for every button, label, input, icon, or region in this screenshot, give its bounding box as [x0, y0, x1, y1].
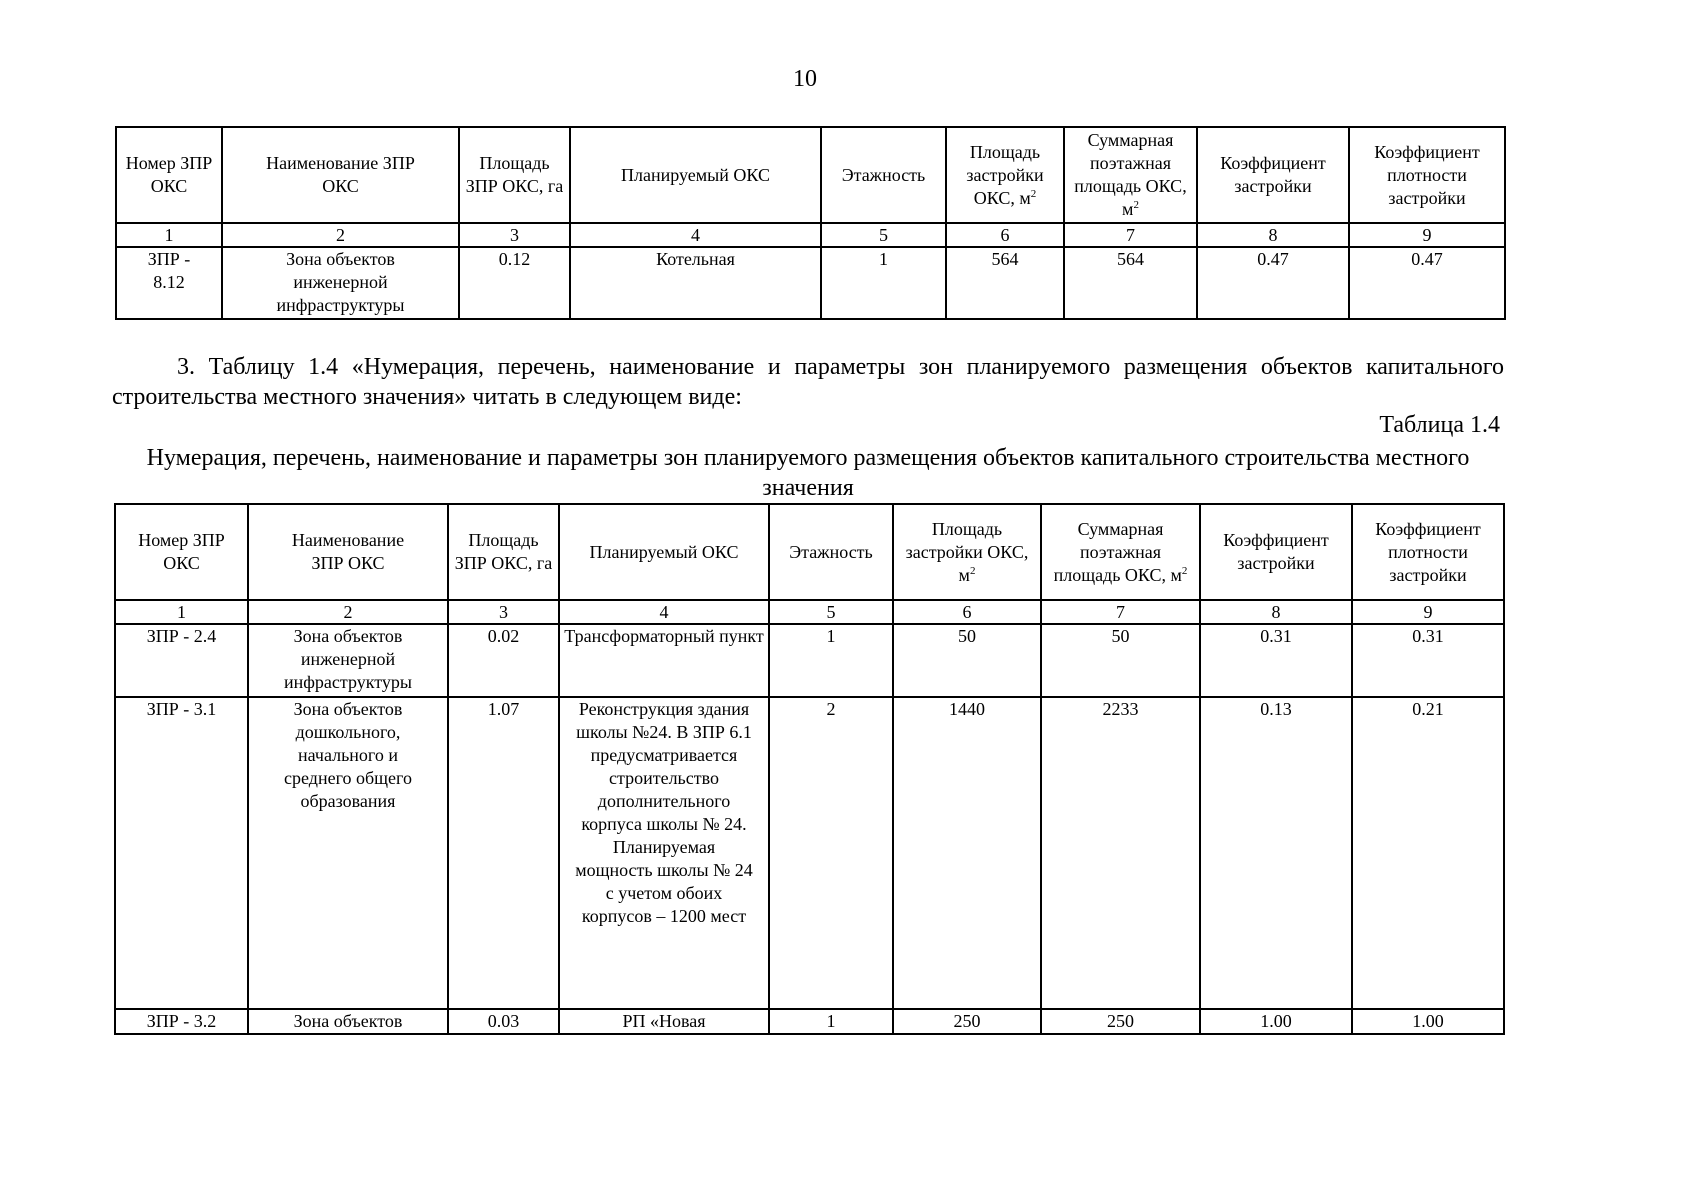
cell-zone-name: Зона объектов инженерной инфраструктуры: [222, 247, 459, 319]
col-header-number: Номер ЗПР ОКС: [116, 127, 222, 223]
cell-floors: 2: [769, 697, 893, 1009]
col-header-area: Площадь ЗПР ОКС, га: [459, 127, 570, 223]
table-title: Нумерация, перечень, наименование и параметры зон планируемого размещения объектов капитального строительства местного значения: [146, 445, 1470, 501]
col-number: 2: [222, 223, 459, 247]
col-header-name: Наименование ЗПР ОКС: [248, 504, 448, 600]
cell-coef-build: 0.13: [1200, 697, 1352, 1009]
col-number: 9: [1352, 600, 1504, 624]
col-number: 1: [115, 600, 248, 624]
cell-area: 1.07: [448, 697, 559, 1009]
col-number: 1: [116, 223, 222, 247]
cell-coef-build: 0.47: [1197, 247, 1349, 319]
cell-zone-name: Зона объектов: [248, 1009, 448, 1034]
cell-coef-density: 0.31: [1352, 624, 1504, 697]
col-header-area: Площадь ЗПР ОКС, га: [448, 504, 559, 600]
col-number: 3: [459, 223, 570, 247]
col-number: 6: [946, 223, 1064, 247]
cell-area: 0.03: [448, 1009, 559, 1034]
col-header-total-area-text: Суммарная поэтажная площадь ОКС, м: [1053, 518, 1182, 585]
cell-area: 0.02: [448, 624, 559, 697]
col-header-coef-build: Коэффициент застройки: [1200, 504, 1352, 600]
col-header-footprint: [946, 127, 1064, 223]
col-header-total-area: [1064, 127, 1197, 223]
superscript: 2: [1133, 199, 1139, 211]
cell-planned-object: Трансформаторный пункт: [559, 624, 769, 697]
column-number-row: [116, 223, 1505, 247]
cell-floors: 1: [769, 624, 893, 697]
cell-total-area: 250: [1041, 1009, 1200, 1034]
col-number: 5: [769, 600, 893, 624]
col-header-name: Наименование ЗПР ОКС: [222, 127, 459, 223]
superscript: 2: [969, 564, 976, 577]
col-header-coef-build: Коэффициент застройки: [1197, 127, 1349, 223]
col-number: 6: [893, 600, 1041, 624]
cell-footprint: 564: [946, 247, 1064, 319]
table-header-row: [115, 504, 1504, 600]
cell-footprint: 250: [893, 1009, 1041, 1034]
superscript: 2: [1181, 564, 1188, 577]
cell-planned-object: Реконструкция здания школы №24. В ЗПР 6.1 предусматривается строительство дополнительного корпуса школы № 24. Планируемая мощность школы № 24 с учетом обоих корпусов – 1200 мест: [559, 697, 769, 1009]
col-header-planned: Планируемый ОКС: [570, 127, 821, 223]
cell-zone-number: ЗПР - 3.2: [115, 1009, 248, 1034]
col-header-floors: Этажность: [821, 127, 946, 223]
table-label: Таблица 1.4: [1379, 412, 1500, 438]
col-header-footprint-text: Площадь застройки ОКС, м: [966, 141, 1044, 208]
cell-zone-number: ЗПР - 3.1: [115, 697, 248, 1009]
col-number: 3: [448, 600, 559, 624]
cell-coef-density: 0.21: [1352, 697, 1504, 1009]
cell-coef-density: 0.47: [1349, 247, 1505, 319]
cell-planned-object: РП «Новая: [559, 1009, 769, 1034]
cell-zone-name: Зона объектов дошкольного, начального и среднего общего образования: [248, 697, 448, 1009]
col-header-coef-density: Коэффициент плотности застройки: [1352, 504, 1504, 600]
cell-total-area: 50: [1041, 624, 1200, 697]
superscript: 2: [1030, 187, 1037, 200]
col-number: 4: [570, 223, 821, 247]
col-number: 9: [1349, 223, 1505, 247]
col-number: 2: [248, 600, 448, 624]
col-header-footprint-text: Площадь застройки ОКС, м: [905, 518, 1029, 585]
table-row: [116, 247, 1505, 319]
cell-total-area: 2233: [1041, 697, 1200, 1009]
table-header-row: [116, 127, 1505, 223]
col-number: 7: [1041, 600, 1200, 624]
cell-total-area: 564: [1064, 247, 1197, 319]
cell-footprint: 1440: [893, 697, 1041, 1009]
col-header-total-area: [1041, 504, 1200, 600]
table-main: [114, 503, 1505, 1035]
cell-zone-name: Зона объектов инженерной инфраструктуры: [248, 624, 448, 697]
cell-coef-build: 1.00: [1200, 1009, 1352, 1034]
col-header-coef-density: Коэффициент плотности застройки: [1349, 127, 1505, 223]
col-number: 4: [559, 600, 769, 624]
col-number: 5: [821, 223, 946, 247]
col-header-total-area-text: Суммарная поэтажная площадь ОКС, м: [1074, 130, 1187, 219]
column-number-row: [115, 600, 1504, 624]
cell-floors: 1: [821, 247, 946, 319]
instruction-paragraph: 3. Таблицу 1.4 «Нумерация, перечень, наименование и параметры зон планируемого размещения объектов капитального строительства местного значения» читать в следующем виде:: [112, 354, 1504, 410]
cell-footprint: 50: [893, 624, 1041, 697]
cell-zone-number: ЗПР - 8.12: [116, 247, 222, 319]
table-row: [115, 697, 1504, 1009]
cell-floors: 1: [769, 1009, 893, 1034]
cell-planned-object: Котельная: [570, 247, 821, 319]
col-number: 8: [1197, 223, 1349, 247]
cell-area: 0.12: [459, 247, 570, 319]
cell-coef-density: 1.00: [1352, 1009, 1504, 1034]
cell-zone-number: ЗПР - 2.4: [115, 624, 248, 697]
table-prev: [115, 126, 1506, 320]
col-header-footprint: [893, 504, 1041, 600]
cell-coef-build: 0.31: [1200, 624, 1352, 697]
table-row: [115, 1009, 1504, 1034]
table-row: [115, 624, 1504, 697]
page-number: 10: [793, 66, 817, 92]
col-header-floors: Этажность: [769, 504, 893, 600]
col-number: 8: [1200, 600, 1352, 624]
col-header-number: Номер ЗПР ОКС: [115, 504, 248, 600]
col-number: 7: [1064, 223, 1197, 247]
col-header-planned: Планируемый ОКС: [559, 504, 769, 600]
